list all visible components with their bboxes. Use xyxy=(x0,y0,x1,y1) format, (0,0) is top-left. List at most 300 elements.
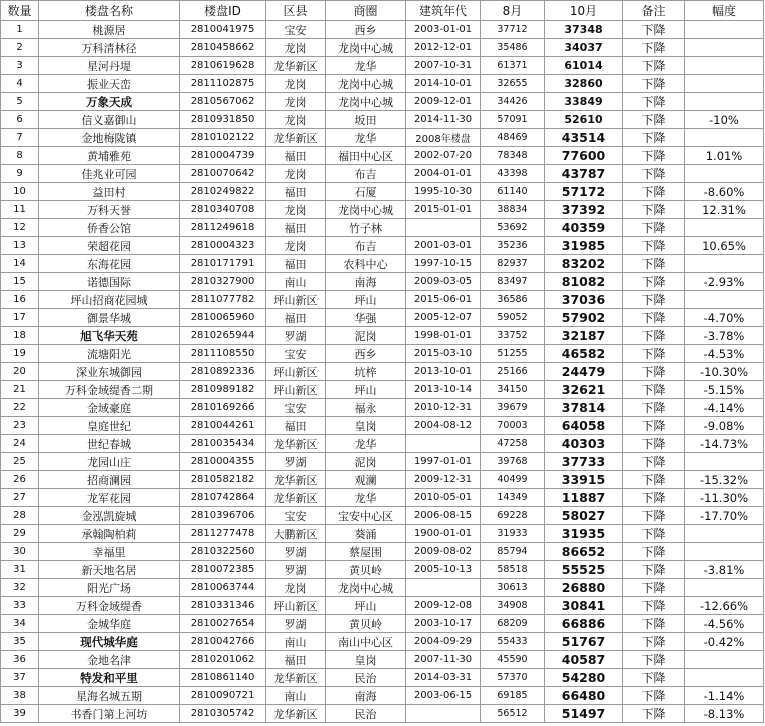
cell-property-id[interactable]: 2810340708 xyxy=(180,201,266,219)
cell-property-id[interactable]: 2810931850 xyxy=(180,111,266,129)
cell-count[interactable]: 25 xyxy=(1,453,39,471)
cell-remark[interactable]: 下降 xyxy=(623,327,685,345)
cell-count[interactable]: 16 xyxy=(1,291,39,309)
cell-october[interactable]: 30841 xyxy=(545,597,623,615)
cell-property-name[interactable]: 侨香公馆 xyxy=(39,219,180,237)
cell-remark[interactable]: 下降 xyxy=(623,507,685,525)
cell-count[interactable]: 39 xyxy=(1,705,39,723)
cell-remark[interactable]: 下降 xyxy=(623,309,685,327)
cell-october[interactable]: 86652 xyxy=(545,543,623,561)
cell-count[interactable]: 1 xyxy=(1,21,39,39)
cell-change[interactable]: -9.08% xyxy=(685,417,764,435)
cell-business-area[interactable]: 坪山 xyxy=(326,291,406,309)
header-remark[interactable]: 备注 xyxy=(623,1,685,21)
cell-count[interactable]: 23 xyxy=(1,417,39,435)
cell-business-area[interactable]: 农科中心 xyxy=(326,255,406,273)
cell-business-area[interactable]: 布吉 xyxy=(326,165,406,183)
cell-property-id[interactable]: 2810742864 xyxy=(180,489,266,507)
cell-count[interactable]: 2 xyxy=(1,39,39,57)
cell-count[interactable]: 37 xyxy=(1,669,39,687)
cell-count[interactable]: 5 xyxy=(1,93,39,111)
cell-change[interactable] xyxy=(685,291,764,309)
cell-build-year[interactable]: 1997-01-01 xyxy=(406,453,481,471)
cell-change[interactable]: -15.32% xyxy=(685,471,764,489)
cell-october[interactable]: 33849 xyxy=(545,93,623,111)
cell-change[interactable]: -17.70% xyxy=(685,507,764,525)
cell-october[interactable]: 11887 xyxy=(545,489,623,507)
cell-remark[interactable]: 下降 xyxy=(623,381,685,399)
cell-count[interactable]: 14 xyxy=(1,255,39,273)
cell-property-name[interactable]: 阳光广场 xyxy=(39,579,180,597)
cell-district[interactable]: 龙岗 xyxy=(266,39,326,57)
cell-change[interactable]: -10% xyxy=(685,111,764,129)
cell-august[interactable]: 85794 xyxy=(481,543,545,561)
cell-october[interactable]: 40587 xyxy=(545,651,623,669)
cell-change[interactable] xyxy=(685,21,764,39)
cell-october[interactable]: 26880 xyxy=(545,579,623,597)
cell-build-year[interactable]: 2008年楼盘 xyxy=(406,129,481,147)
cell-august[interactable]: 82937 xyxy=(481,255,545,273)
cell-change[interactable]: -8.13% xyxy=(685,705,764,723)
cell-count[interactable]: 33 xyxy=(1,597,39,615)
cell-property-id[interactable]: 2810065960 xyxy=(180,309,266,327)
cell-october[interactable]: 37392 xyxy=(545,201,623,219)
cell-remark[interactable]: 下降 xyxy=(623,525,685,543)
cell-remark[interactable]: 下降 xyxy=(623,651,685,669)
cell-district[interactable]: 罗湖 xyxy=(266,543,326,561)
cell-property-id[interactable]: 2810171791 xyxy=(180,255,266,273)
cell-remark[interactable]: 下降 xyxy=(623,561,685,579)
cell-october[interactable]: 57172 xyxy=(545,183,623,201)
cell-count[interactable]: 21 xyxy=(1,381,39,399)
cell-october[interactable]: 43787 xyxy=(545,165,623,183)
cell-property-id[interactable]: 2810072385 xyxy=(180,561,266,579)
cell-remark[interactable]: 下降 xyxy=(623,21,685,39)
cell-district[interactable]: 坪山新区 xyxy=(266,291,326,309)
cell-business-area[interactable]: 竹子林 xyxy=(326,219,406,237)
cell-october[interactable]: 66886 xyxy=(545,615,623,633)
cell-district[interactable]: 龙岗 xyxy=(266,111,326,129)
cell-remark[interactable]: 下降 xyxy=(623,471,685,489)
cell-count[interactable]: 4 xyxy=(1,75,39,93)
cell-business-area[interactable]: 观澜 xyxy=(326,471,406,489)
cell-change[interactable]: -3.78% xyxy=(685,327,764,345)
cell-district[interactable]: 龙岗 xyxy=(266,165,326,183)
cell-property-id[interactable]: 2810102122 xyxy=(180,129,266,147)
cell-property-id[interactable]: 2811277478 xyxy=(180,525,266,543)
cell-change[interactable]: -10.30% xyxy=(685,363,764,381)
cell-property-name[interactable]: 桃源居 xyxy=(39,21,180,39)
cell-october[interactable]: 40303 xyxy=(545,435,623,453)
cell-august[interactable]: 53692 xyxy=(481,219,545,237)
cell-property-name[interactable]: 金地名津 xyxy=(39,651,180,669)
cell-count[interactable]: 35 xyxy=(1,633,39,651)
cell-october[interactable]: 51767 xyxy=(545,633,623,651)
cell-district[interactable]: 龙华新区 xyxy=(266,57,326,75)
cell-change[interactable] xyxy=(685,651,764,669)
cell-build-year[interactable]: 2007-11-30 xyxy=(406,651,481,669)
cell-august[interactable]: 34908 xyxy=(481,597,545,615)
cell-business-area[interactable]: 华强 xyxy=(326,309,406,327)
cell-remark[interactable]: 下降 xyxy=(623,705,685,723)
cell-october[interactable]: 83202 xyxy=(545,255,623,273)
cell-october[interactable]: 32187 xyxy=(545,327,623,345)
cell-remark[interactable]: 下降 xyxy=(623,93,685,111)
cell-business-area[interactable]: 龙华 xyxy=(326,489,406,507)
cell-august[interactable]: 35236 xyxy=(481,237,545,255)
header-property-id[interactable]: 楼盘ID xyxy=(180,1,266,21)
cell-august[interactable]: 35486 xyxy=(481,39,545,57)
cell-change[interactable] xyxy=(685,93,764,111)
cell-october[interactable]: 37733 xyxy=(545,453,623,471)
cell-october[interactable]: 32621 xyxy=(545,381,623,399)
cell-business-area[interactable]: 黄贝岭 xyxy=(326,615,406,633)
cell-build-year[interactable]: 2013-10-01 xyxy=(406,363,481,381)
cell-property-name[interactable]: 世纪春城 xyxy=(39,435,180,453)
cell-district[interactable]: 福田 xyxy=(266,147,326,165)
cell-district[interactable]: 龙华新区 xyxy=(266,471,326,489)
cell-district[interactable]: 罗湖 xyxy=(266,453,326,471)
cell-business-area[interactable]: 宝安中心区 xyxy=(326,507,406,525)
cell-build-year[interactable]: 2006-08-15 xyxy=(406,507,481,525)
cell-district[interactable]: 龙华新区 xyxy=(266,435,326,453)
cell-business-area[interactable]: 龙华 xyxy=(326,435,406,453)
cell-business-area[interactable]: 皇岗 xyxy=(326,417,406,435)
cell-build-year[interactable]: 2007-10-31 xyxy=(406,57,481,75)
cell-count[interactable]: 11 xyxy=(1,201,39,219)
cell-remark[interactable]: 下降 xyxy=(623,597,685,615)
cell-count[interactable]: 19 xyxy=(1,345,39,363)
cell-change[interactable]: -4.53% xyxy=(685,345,764,363)
cell-remark[interactable]: 下降 xyxy=(623,687,685,705)
cell-build-year[interactable]: 2005-10-13 xyxy=(406,561,481,579)
cell-august[interactable]: 69185 xyxy=(481,687,545,705)
cell-build-year[interactable]: 2015-03-10 xyxy=(406,345,481,363)
cell-property-id[interactable]: 2810044261 xyxy=(180,417,266,435)
cell-remark[interactable]: 下降 xyxy=(623,435,685,453)
cell-october[interactable]: 37348 xyxy=(545,21,623,39)
cell-august[interactable]: 51255 xyxy=(481,345,545,363)
cell-count[interactable]: 9 xyxy=(1,165,39,183)
cell-property-id[interactable]: 2810861140 xyxy=(180,669,266,687)
cell-property-id[interactable]: 2810331346 xyxy=(180,597,266,615)
cell-change[interactable]: 10.65% xyxy=(685,237,764,255)
cell-august[interactable]: 37712 xyxy=(481,21,545,39)
cell-change[interactable]: -12.66% xyxy=(685,597,764,615)
cell-change[interactable] xyxy=(685,165,764,183)
cell-count[interactable]: 24 xyxy=(1,435,39,453)
cell-count[interactable]: 7 xyxy=(1,129,39,147)
cell-district[interactable]: 龙华新区 xyxy=(266,129,326,147)
cell-october[interactable]: 31985 xyxy=(545,237,623,255)
cell-build-year[interactable]: 2001-03-01 xyxy=(406,237,481,255)
cell-remark[interactable]: 下降 xyxy=(623,165,685,183)
cell-property-name[interactable]: 特发和平里 xyxy=(39,669,180,687)
cell-build-year[interactable] xyxy=(406,435,481,453)
cell-property-name[interactable]: 万科金域缇香 xyxy=(39,597,180,615)
cell-remark[interactable]: 下降 xyxy=(623,633,685,651)
cell-count[interactable]: 15 xyxy=(1,273,39,291)
cell-property-name[interactable]: 招商澜园 xyxy=(39,471,180,489)
cell-build-year[interactable]: 2015-06-01 xyxy=(406,291,481,309)
cell-business-area[interactable]: 坪山 xyxy=(326,597,406,615)
cell-build-year[interactable]: 2009-08-02 xyxy=(406,543,481,561)
header-business-area[interactable]: 商圈 xyxy=(326,1,406,21)
cell-property-id[interactable]: 2810619628 xyxy=(180,57,266,75)
cell-business-area[interactable]: 福永 xyxy=(326,399,406,417)
cell-remark[interactable]: 下降 xyxy=(623,39,685,57)
cell-october[interactable]: 33915 xyxy=(545,471,623,489)
cell-district[interactable]: 坪山新区 xyxy=(266,363,326,381)
cell-property-id[interactable]: 2810004739 xyxy=(180,147,266,165)
cell-count[interactable]: 36 xyxy=(1,651,39,669)
cell-change[interactable]: -4.14% xyxy=(685,399,764,417)
cell-august[interactable]: 34426 xyxy=(481,93,545,111)
cell-property-name[interactable]: 幸福里 xyxy=(39,543,180,561)
cell-build-year[interactable]: 2009-03-05 xyxy=(406,273,481,291)
cell-count[interactable]: 34 xyxy=(1,615,39,633)
cell-business-area[interactable]: 石厦 xyxy=(326,183,406,201)
cell-district[interactable]: 福田 xyxy=(266,219,326,237)
cell-count[interactable]: 17 xyxy=(1,309,39,327)
header-october[interactable]: 10月 xyxy=(545,1,623,21)
cell-build-year[interactable]: 2014-03-31 xyxy=(406,669,481,687)
cell-change[interactable] xyxy=(685,525,764,543)
cell-property-name[interactable]: 旭飞华天苑 xyxy=(39,327,180,345)
cell-august[interactable]: 48469 xyxy=(481,129,545,147)
cell-district[interactable]: 龙岗 xyxy=(266,93,326,111)
cell-build-year[interactable]: 2014-10-01 xyxy=(406,75,481,93)
cell-property-id[interactable]: 2810892336 xyxy=(180,363,266,381)
cell-august[interactable]: 39768 xyxy=(481,453,545,471)
cell-remark[interactable]: 下降 xyxy=(623,129,685,147)
cell-august[interactable]: 69228 xyxy=(481,507,545,525)
cell-district[interactable]: 罗湖 xyxy=(266,327,326,345)
cell-property-name[interactable]: 万科金域缇香二期 xyxy=(39,381,180,399)
cell-change[interactable]: 12.31% xyxy=(685,201,764,219)
cell-build-year[interactable]: 2009-12-01 xyxy=(406,93,481,111)
cell-property-name[interactable]: 金城华庭 xyxy=(39,615,180,633)
cell-district[interactable]: 福田 xyxy=(266,309,326,327)
cell-district[interactable]: 龙岗 xyxy=(266,579,326,597)
cell-august[interactable]: 33752 xyxy=(481,327,545,345)
cell-property-id[interactable]: 2810042766 xyxy=(180,633,266,651)
cell-change[interactable]: -4.70% xyxy=(685,309,764,327)
cell-remark[interactable]: 下降 xyxy=(623,147,685,165)
cell-august[interactable]: 61371 xyxy=(481,57,545,75)
cell-count[interactable]: 26 xyxy=(1,471,39,489)
cell-remark[interactable]: 下降 xyxy=(623,417,685,435)
cell-august[interactable]: 32655 xyxy=(481,75,545,93)
cell-count[interactable]: 28 xyxy=(1,507,39,525)
cell-remark[interactable]: 下降 xyxy=(623,237,685,255)
cell-count[interactable]: 18 xyxy=(1,327,39,345)
cell-business-area[interactable]: 葵涌 xyxy=(326,525,406,543)
cell-business-area[interactable]: 龙岗中心城 xyxy=(326,201,406,219)
cell-october[interactable]: 54280 xyxy=(545,669,623,687)
cell-august[interactable]: 55433 xyxy=(481,633,545,651)
cell-august[interactable]: 40499 xyxy=(481,471,545,489)
cell-district[interactable]: 福田 xyxy=(266,255,326,273)
cell-august[interactable]: 34150 xyxy=(481,381,545,399)
cell-october[interactable]: 52610 xyxy=(545,111,623,129)
cell-build-year[interactable]: 2004-09-29 xyxy=(406,633,481,651)
cell-business-area[interactable]: 皇岗 xyxy=(326,651,406,669)
cell-remark[interactable]: 下降 xyxy=(623,669,685,687)
cell-business-area[interactable]: 西乡 xyxy=(326,21,406,39)
cell-business-area[interactable]: 龙岗中心城 xyxy=(326,93,406,111)
cell-august[interactable]: 57091 xyxy=(481,111,545,129)
cell-october[interactable]: 37814 xyxy=(545,399,623,417)
cell-change[interactable]: -2.93% xyxy=(685,273,764,291)
cell-property-id[interactable]: 2811108550 xyxy=(180,345,266,363)
cell-business-area[interactable]: 泥岗 xyxy=(326,453,406,471)
cell-district[interactable]: 罗湖 xyxy=(266,615,326,633)
cell-business-area[interactable]: 福田中心区 xyxy=(326,147,406,165)
cell-count[interactable]: 12 xyxy=(1,219,39,237)
cell-build-year[interactable]: 1995-10-30 xyxy=(406,183,481,201)
cell-property-name[interactable]: 龙园山庄 xyxy=(39,453,180,471)
cell-build-year[interactable]: 2003-01-01 xyxy=(406,21,481,39)
cell-district[interactable]: 宝安 xyxy=(266,399,326,417)
cell-property-name[interactable]: 荣超花园 xyxy=(39,237,180,255)
header-change[interactable]: 幅度 xyxy=(685,1,764,21)
cell-build-year[interactable]: 1998-01-01 xyxy=(406,327,481,345)
cell-property-name[interactable]: 深业东城御园 xyxy=(39,363,180,381)
cell-district[interactable]: 福田 xyxy=(266,651,326,669)
cell-count[interactable]: 13 xyxy=(1,237,39,255)
cell-build-year[interactable]: 2012-12-01 xyxy=(406,39,481,57)
cell-remark[interactable]: 下降 xyxy=(623,363,685,381)
cell-business-area[interactable]: 西乡 xyxy=(326,345,406,363)
cell-business-area[interactable]: 龙岗中心城 xyxy=(326,75,406,93)
cell-property-name[interactable]: 金域豪庭 xyxy=(39,399,180,417)
cell-property-id[interactable]: 2810396706 xyxy=(180,507,266,525)
cell-build-year[interactable]: 2014-11-30 xyxy=(406,111,481,129)
cell-august[interactable]: 39679 xyxy=(481,399,545,417)
cell-business-area[interactable]: 坪山 xyxy=(326,381,406,399)
cell-change[interactable]: -11.30% xyxy=(685,489,764,507)
cell-october[interactable]: 55525 xyxy=(545,561,623,579)
cell-build-year[interactable]: 2003-06-15 xyxy=(406,687,481,705)
cell-district[interactable]: 坪山新区 xyxy=(266,381,326,399)
cell-property-id[interactable]: 2811077782 xyxy=(180,291,266,309)
header-august[interactable]: 8月 xyxy=(481,1,545,21)
cell-august[interactable]: 61140 xyxy=(481,183,545,201)
cell-district[interactable]: 龙华新区 xyxy=(266,705,326,723)
cell-october[interactable]: 81082 xyxy=(545,273,623,291)
cell-property-name[interactable]: 书香门第上河坊 xyxy=(39,705,180,723)
cell-august[interactable]: 57370 xyxy=(481,669,545,687)
cell-property-name[interactable]: 流塘阳光 xyxy=(39,345,180,363)
cell-october[interactable]: 24479 xyxy=(545,363,623,381)
cell-build-year[interactable]: 2013-10-14 xyxy=(406,381,481,399)
cell-property-name[interactable]: 皇庭世纪 xyxy=(39,417,180,435)
cell-property-id[interactable]: 2810265944 xyxy=(180,327,266,345)
cell-property-name[interactable]: 星海名城五期 xyxy=(39,687,180,705)
cell-property-name[interactable]: 龙军花园 xyxy=(39,489,180,507)
cell-build-year[interactable]: 2004-08-12 xyxy=(406,417,481,435)
cell-property-name[interactable]: 万科清林径 xyxy=(39,39,180,57)
cell-august[interactable]: 83497 xyxy=(481,273,545,291)
cell-district[interactable]: 南山 xyxy=(266,273,326,291)
cell-property-name[interactable]: 坪山招商花园城 xyxy=(39,291,180,309)
cell-remark[interactable]: 下降 xyxy=(623,615,685,633)
cell-district[interactable]: 福田 xyxy=(266,417,326,435)
cell-property-id[interactable]: 2810035434 xyxy=(180,435,266,453)
cell-august[interactable]: 78348 xyxy=(481,147,545,165)
cell-count[interactable]: 20 xyxy=(1,363,39,381)
header-district[interactable]: 区县 xyxy=(266,1,326,21)
cell-property-id[interactable]: 2810322560 xyxy=(180,543,266,561)
cell-property-name[interactable]: 金泓凯旋城 xyxy=(39,507,180,525)
cell-remark[interactable]: 下降 xyxy=(623,291,685,309)
cell-remark[interactable]: 下降 xyxy=(623,255,685,273)
cell-change[interactable]: 1.01% xyxy=(685,147,764,165)
cell-property-name[interactable]: 金地梅陇镇 xyxy=(39,129,180,147)
cell-change[interactable] xyxy=(685,453,764,471)
cell-build-year[interactable] xyxy=(406,579,481,597)
cell-build-year[interactable]: 1997-10-15 xyxy=(406,255,481,273)
cell-property-id[interactable]: 2810004323 xyxy=(180,237,266,255)
cell-property-name[interactable]: 诺德国际 xyxy=(39,273,180,291)
cell-count[interactable]: 29 xyxy=(1,525,39,543)
cell-change[interactable] xyxy=(685,39,764,57)
cell-district[interactable]: 龙华新区 xyxy=(266,489,326,507)
cell-october[interactable]: 61014 xyxy=(545,57,623,75)
cell-october[interactable]: 43514 xyxy=(545,129,623,147)
cell-property-id[interactable]: 2810458662 xyxy=(180,39,266,57)
cell-count[interactable]: 38 xyxy=(1,687,39,705)
cell-property-id[interactable]: 2810070642 xyxy=(180,165,266,183)
header-property-name[interactable]: 楼盘名称 xyxy=(39,1,180,21)
cell-august[interactable]: 38834 xyxy=(481,201,545,219)
cell-business-area[interactable]: 黄贝岭 xyxy=(326,561,406,579)
cell-remark[interactable]: 下降 xyxy=(623,273,685,291)
cell-property-id[interactable]: 2810249822 xyxy=(180,183,266,201)
header-build-year[interactable]: 建筑年代 xyxy=(406,1,481,21)
cell-property-name[interactable]: 振业天峦 xyxy=(39,75,180,93)
cell-change[interactable] xyxy=(685,219,764,237)
cell-business-area[interactable]: 南海 xyxy=(326,687,406,705)
cell-change[interactable]: -4.56% xyxy=(685,615,764,633)
cell-october[interactable]: 40359 xyxy=(545,219,623,237)
cell-august[interactable]: 68209 xyxy=(481,615,545,633)
cell-change[interactable]: -5.15% xyxy=(685,381,764,399)
cell-august[interactable]: 14349 xyxy=(481,489,545,507)
cell-property-id[interactable]: 2810041975 xyxy=(180,21,266,39)
cell-change[interactable] xyxy=(685,579,764,597)
cell-district[interactable]: 宝安 xyxy=(266,345,326,363)
cell-change[interactable] xyxy=(685,129,764,147)
cell-change[interactable]: -8.60% xyxy=(685,183,764,201)
cell-build-year[interactable]: 2004-01-01 xyxy=(406,165,481,183)
cell-business-area[interactable]: 蔡屋围 xyxy=(326,543,406,561)
cell-business-area[interactable]: 坑梓 xyxy=(326,363,406,381)
cell-october[interactable]: 46582 xyxy=(545,345,623,363)
cell-remark[interactable]: 下降 xyxy=(623,57,685,75)
cell-count[interactable]: 8 xyxy=(1,147,39,165)
cell-property-id[interactable]: 2810989182 xyxy=(180,381,266,399)
cell-october[interactable]: 32860 xyxy=(545,75,623,93)
cell-business-area[interactable]: 南海 xyxy=(326,273,406,291)
cell-count[interactable]: 32 xyxy=(1,579,39,597)
cell-october[interactable]: 34037 xyxy=(545,39,623,57)
cell-october[interactable]: 66480 xyxy=(545,687,623,705)
cell-count[interactable]: 22 xyxy=(1,399,39,417)
cell-property-id[interactable]: 2810201062 xyxy=(180,651,266,669)
cell-remark[interactable]: 下降 xyxy=(623,345,685,363)
